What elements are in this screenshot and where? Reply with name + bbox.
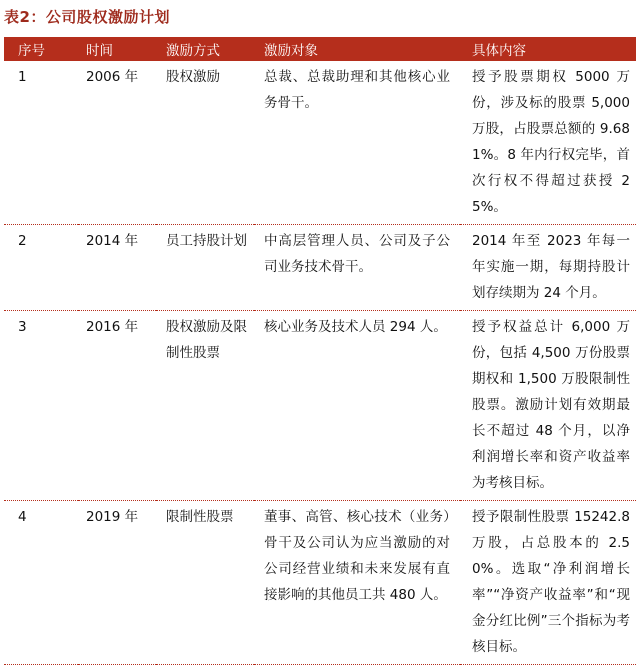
- cell-target: 核心业务及技术人员 294 人。: [264, 319, 447, 335]
- table-header-row: [4, 37, 636, 61]
- cell-no: 4: [18, 509, 27, 525]
- header-time: 时间: [86, 43, 113, 59]
- header-no: 序号: [18, 43, 45, 59]
- header-target: 激励对象: [264, 43, 318, 59]
- cell-time: 2016 年: [86, 319, 139, 335]
- table-row: [4, 501, 636, 665]
- cell-method: 员工持股计划: [166, 233, 247, 249]
- cell-method: 股权激励及限制性股票: [166, 319, 247, 361]
- cell-detail: 授予股票期权 5000 万份，涉及标的股票 5,000 万股，占股票总额的 9.681%。8 年内行权完毕，首次行权不得超过获授 25%。: [472, 69, 630, 215]
- cell-target: 总裁、总裁助理和其他核心业务骨干。: [264, 69, 450, 111]
- cell-detail: 授予权益总计 6,000 万份，包括 4,500 万份股票期权和 1,500 万股限制性股票。激励计划有效期最长不超过 48 个月，以净利润增长率和资产收益率为考核目标。: [472, 319, 630, 491]
- incentive-plan-table: [4, 37, 636, 665]
- cell-detail: 2014 年至 2023 年每一年实施一期，每期持股计划存续期为 24 个月。: [472, 233, 630, 301]
- cell-time: 2014 年: [86, 233, 139, 249]
- cell-time: 2006 年: [86, 69, 139, 85]
- cell-no: 1: [18, 69, 27, 85]
- table-caption: 表2：公司股权激励计划: [4, 8, 170, 26]
- header-method: 激励方式: [166, 43, 220, 59]
- table-row: [4, 225, 636, 311]
- cell-method: 限制性股票: [166, 509, 234, 525]
- cell-no: 2: [18, 233, 27, 249]
- cell-target: 中高层管理人员、公司及子公司业务技术骨干。: [264, 233, 450, 275]
- cell-method: 股权激励: [166, 69, 220, 85]
- cell-detail: 授予限制性股票 15242.8 万股，占总股本的 2.50%。选取“净利润增长率”“净资产收益率”和“现金分红比例”三个指标为考核目标。: [472, 509, 630, 655]
- cell-target: 董事、高管、核心技术（业务）骨干及公司认为应当激励的对公司经营业绩和未来发展有直接影响的其他员工共 480 人。: [264, 509, 450, 603]
- header-detail: 具体内容: [472, 43, 526, 59]
- table-row: [4, 311, 636, 501]
- table-row: [4, 61, 636, 225]
- cell-no: 3: [18, 319, 27, 335]
- cell-time: 2019 年: [86, 509, 139, 525]
